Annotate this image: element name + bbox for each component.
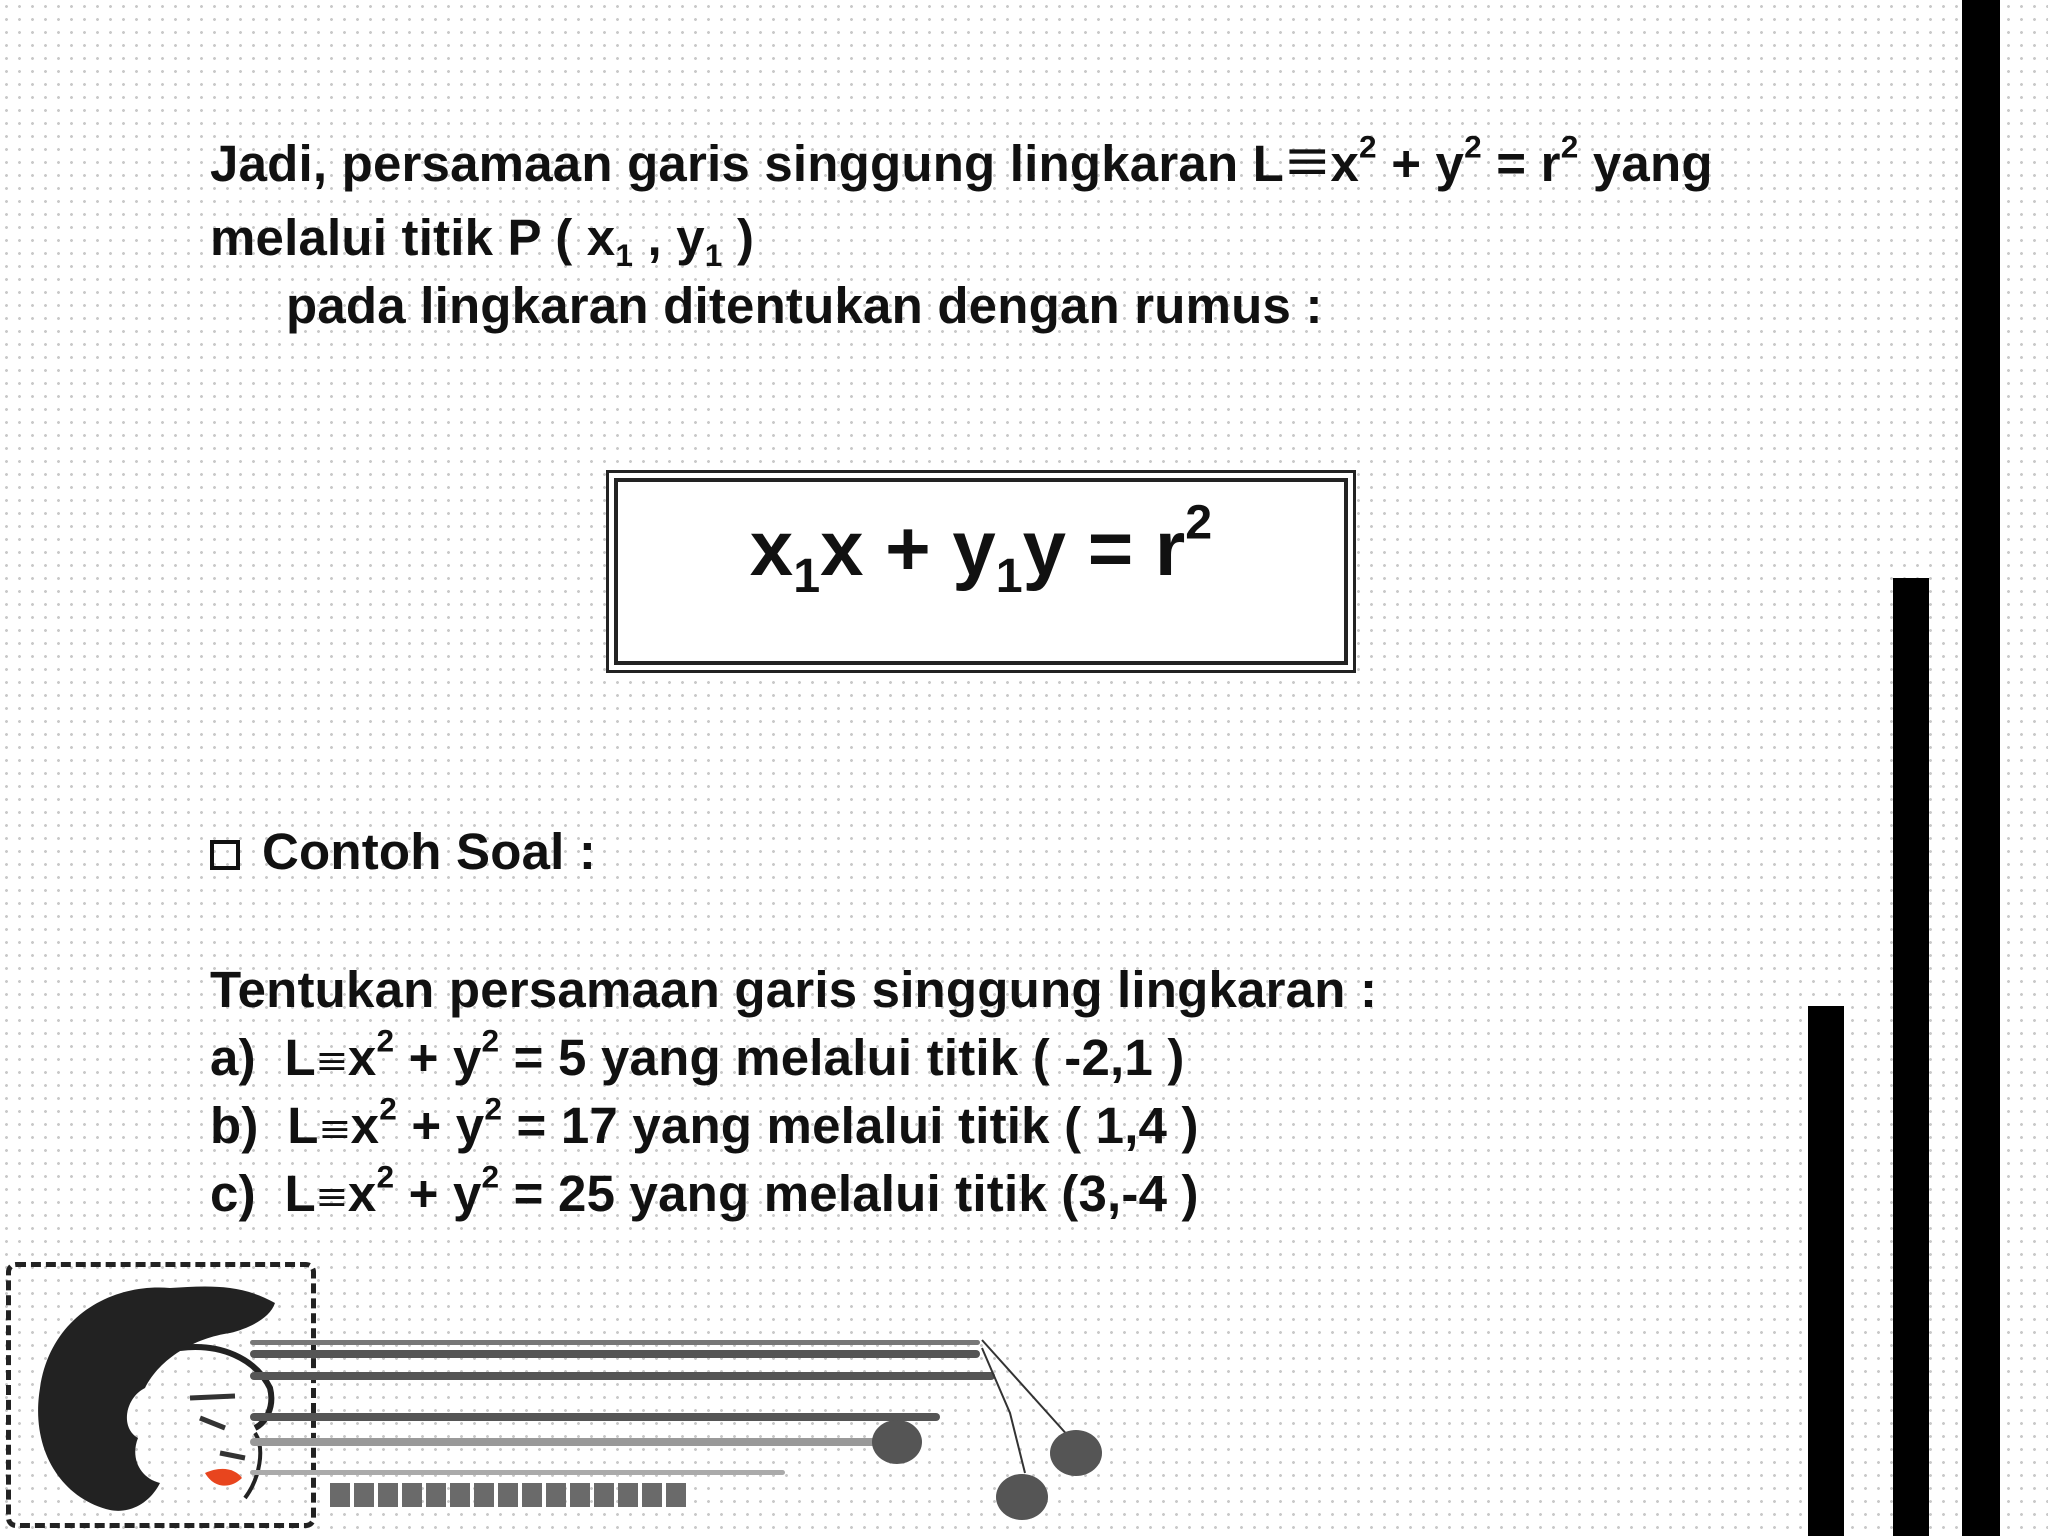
subscript: 1 [615,237,634,274]
deco-square [354,1483,374,1507]
equiv-symbol: ≡ [316,1038,347,1084]
item-label: a) [210,1029,256,1086]
item-prefix: L [287,1097,319,1154]
item-value: = 5 yang melalui titik ( -2,1 ) [499,1029,1185,1086]
example-heading [210,822,596,881]
var-x: x [1330,135,1360,192]
example-item-b [210,1090,1199,1155]
right-bar-tall [1962,0,2000,1536]
deco-square [666,1483,686,1507]
item-prefix: L [284,1165,316,1222]
deco-square [330,1483,350,1507]
example-item-c [210,1158,1199,1223]
right-bar-medium [1893,578,1929,1536]
deco-square [546,1483,566,1507]
intro-line-2-text: melalui titik P ( x [210,209,616,266]
item-equation: + y [394,1029,482,1086]
deco-square [570,1483,590,1507]
item-prefix: L [284,1029,316,1086]
item-label: c) [210,1165,256,1222]
var-r: r [1540,135,1561,192]
deco-line-3 [250,1372,995,1380]
deco-dot-1 [872,1420,922,1464]
deco-square [378,1483,398,1507]
intro-comma-y: , y [633,209,705,266]
exponent: 2 [484,1090,503,1127]
exponent: 2 [1359,128,1377,165]
deco-square [498,1483,518,1507]
formula-mid: x + y [820,504,996,592]
intro-line-3 [286,276,1323,335]
deco-line-1 [250,1340,980,1345]
example-heading-text: Contoh Soal : [262,823,597,880]
tangent-formula [609,495,1353,603]
deco-square [426,1483,446,1507]
equiv-symbol: ≡ [1285,129,1329,194]
deco-line-4 [250,1413,940,1421]
right-bar-short [1808,1006,1844,1536]
var-x: x [347,1165,377,1222]
formula-sub: 1 [995,548,1023,603]
intro-line-1-text: Jadi, persamaan garis singgung lingkaran L [210,135,1285,192]
example-question-text: Tentukan persamaan garis singgung lingkaran : [210,961,1378,1018]
exponent: 2 [1464,128,1482,165]
checkbox-icon [210,840,240,870]
deco-square [450,1483,470,1507]
exponent: 2 [376,1022,395,1059]
equiv-symbol: ≡ [316,1174,347,1220]
intro-line-2 [210,208,755,274]
item-value: = 25 yang melalui titik (3,-4 ) [499,1165,1199,1222]
deco-square [474,1483,494,1507]
intro-line-1 [210,128,1713,195]
deco-line-5 [250,1438,890,1446]
exponent: 2 [481,1022,500,1059]
var-x: x [347,1029,377,1086]
exponent: 2 [481,1158,500,1195]
deco-dot-2 [1050,1430,1102,1476]
subscript: 1 [704,237,723,274]
exponent: 2 [1560,128,1579,165]
deco-square [402,1483,422,1507]
deco-dot-3 [996,1474,1048,1520]
example-question [210,960,1377,1019]
equals-sign: = [1496,135,1527,192]
formula-exp: 2 [1185,495,1213,550]
intro-close-paren: ) [722,209,755,266]
intro-yang: yang [1592,135,1713,192]
item-value: = 17 yang melalui titik ( 1,4 ) [502,1097,1199,1154]
formula-x1: x [749,504,794,592]
exponent: 2 [379,1090,398,1127]
deco-square [594,1483,614,1507]
item-equation: + y [397,1097,485,1154]
formula-end: y = r [1022,504,1186,592]
deco-line-6 [250,1470,785,1475]
var-x: x [350,1097,380,1154]
example-item-a [210,1022,1185,1087]
exponent: 2 [376,1158,395,1195]
item-label: b) [210,1097,259,1154]
woman-face-illustration [20,1278,300,1518]
deco-square [642,1483,662,1507]
equiv-symbol: ≡ [319,1106,350,1152]
formula-sub: 1 [793,548,821,603]
var-y: y [1435,135,1465,192]
deco-square-row [330,1483,690,1512]
intro-line-3-text: pada lingkaran ditentukan dengan rumus : [286,277,1323,334]
item-equation: + y [394,1165,482,1222]
plus-sign: + [1391,135,1422,192]
deco-square [618,1483,638,1507]
formula-box [606,470,1356,673]
deco-line-2 [250,1350,980,1358]
deco-square [522,1483,542,1507]
